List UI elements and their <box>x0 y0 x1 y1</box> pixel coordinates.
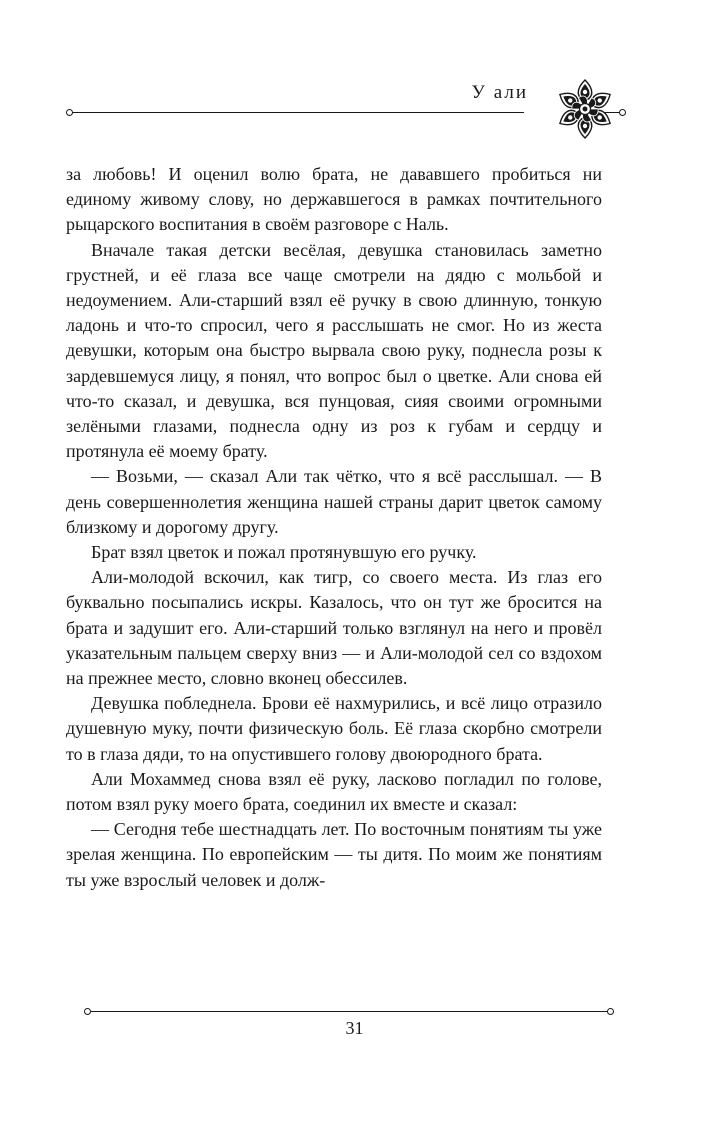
mandala-ornament-icon <box>554 78 616 140</box>
paragraph-7: Али Мохаммед снова взял её руку, ласково погладил по голове, потом взял руку моего брата, соединил их вместе и сказал: <box>66 768 602 815</box>
paragraph-5: Али-молодой вскочил, как тигр, со своего места. Из глаз его буквально посыпались искры. Казалось, что он тут же бросится на брата и задушит его. Али-старший только взглянул на него и провёл указательным пальцем сверху вниз — и Али-молодой сел со вздохом на прежнее место, словно вконец обессилев. <box>66 567 602 689</box>
footer-rule <box>84 1005 614 1017</box>
running-head <box>66 78 626 138</box>
header-rule-left-dot <box>66 109 73 116</box>
header-rule <box>72 112 524 113</box>
paragraph-1: за любовь! И оценил волю брата, не дававшего пробиться ни единому живому слову, но державшегося в рамках почтительного рыцарского воспитания в своём разговоре с Наль. <box>66 164 602 235</box>
paragraph-3: — Возьми, — сказал Али так чётко, что я всё расслышал. — В день совершеннолетия женщина нашей страны дарит цветок самому близкому и дорогому другу. <box>66 466 602 537</box>
running-title: У али <box>471 82 528 103</box>
paragraph-6: Девушка побледнела. Брови её нахмурились, и всё лицо отразило душевную муку, почти физическую боль. Её глаза скорбно смотрели то в глаза дяди, то на опустившего голову двоюродного брата. <box>66 693 602 764</box>
footer-rule-right-dot <box>607 1008 614 1015</box>
page-number: 31 <box>345 1018 364 1038</box>
paragraph-8: — Сегодня тебе шестнадцать лет. По восточным понятиям ты уже зрелая женщина. По европейским — ты дитя. По моим же понятиям ты уже взрослый человек и долж- <box>66 819 602 890</box>
body-text <box>66 162 602 893</box>
paragraph-2: Вначале такая детски весёлая, девушка становилась заметно грустней, и её глаза все чаще смотрели на дядю с мольбой и недоумением. Али-старший взял её ручку в свою длинную, тонкую ладонь и что-то спросил, чего я расслышать не смог. Но из жеста девушки, которым она быстро вырвала свою руку, поднесла розы к зардевшемуся лицу, я понял, что вопрос был о цветке. Али снова ей что-то сказал, и девушка, вся пунцовая, сияя своими огромными зелёными глазами, поднесла одну из роз к губам и сердцу и протянула её моему брату. <box>66 239 602 462</box>
paragraph-4: Брат взял цветок и пожал протянувшую его ручку. <box>91 542 477 563</box>
header-rule-right-dot <box>619 109 626 116</box>
footer-rule-line <box>90 1011 608 1012</box>
